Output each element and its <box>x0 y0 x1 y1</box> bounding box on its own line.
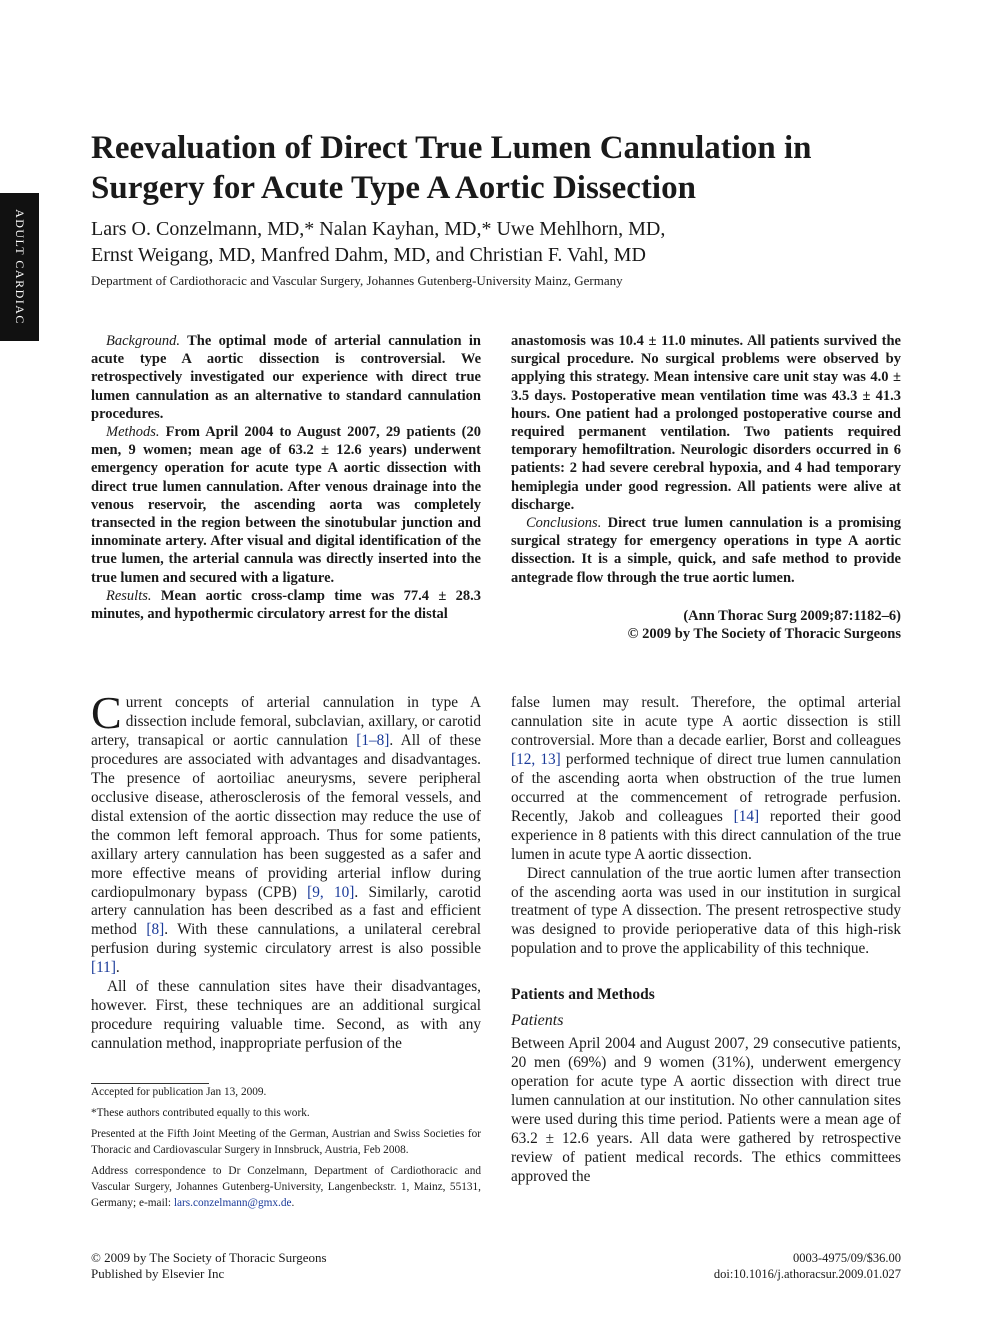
abstract-results <box>91 587 481 623</box>
intro-paragraph-2: All of these cannulation sites have their disadvantages, however. First, these techniques are an additional surgical procedure requiring valuable time. Second, as with any cannulation method, inappropriate perfusion of the <box>91 978 481 1053</box>
reference-link[interactable]: [9, 10] <box>307 883 355 901</box>
abstract-left-column <box>91 332 481 623</box>
intro-paragraph-1 <box>91 687 481 978</box>
abstract-methods <box>91 423 481 587</box>
footnote-presented: Presented at the Fifth Joint Meeting of the German, Austrian and Swiss Societies for Thoracic and Cardiovascular Surgery in Innsbruck, Austria, Feb 2008. <box>91 1128 481 1156</box>
footer-left <box>91 1250 327 1282</box>
abstract-copyright: © 2009 by The Society of Thoracic Surgeons <box>627 626 901 643</box>
footer-publisher: Published by Elsevier Inc <box>91 1266 225 1281</box>
intro-text-a: urrent concepts of arterial cannulation in type A dissection include femoral, subclavian, axillary, or carotid artery, transapical or aortic cannulation <box>91 694 481 749</box>
article-title <box>91 128 911 208</box>
citation: (Ann Thorac Surg 2009;87:1182–6) <box>683 607 901 624</box>
subsection-heading: Patients <box>511 1012 564 1030</box>
section-heading: Patients and Methods <box>511 986 655 1004</box>
email-link[interactable]: lars.conzelmann@gmx.de <box>173 1197 292 1209</box>
affiliation: Department of Cardiothoracic and Vascular Surgery, Johannes Gutenberg-University Mainz, Germany <box>91 273 623 288</box>
background-label: Background. <box>106 333 180 349</box>
intro-cont-b: performed technique of direct true lumen cannulation of the ascending aorta when obstruction of the true lumen occurred at the commencement of retrograde perfusion. Recently, Jakob and colleagues <box>511 750 901 825</box>
footer-right <box>601 1250 901 1282</box>
patients-paragraph: Between April 2004 and August 2007, 29 consecutive patients, 20 men (69%) and 9 women (31%), underwent emergency operation for acute type A aortic dissection with direct true lumen cannulation at our institution. No other cannulation sites were used during this time period. Patients were a mean age of 63.2 ± 12.6 years. All data were gathered by retrospective review of patient medical records. The ethics committees approved the <box>511 1035 901 1186</box>
title-line-1: Reevaluation of Direct True Lumen Cannulation in <box>91 130 812 166</box>
intro-cont-a: false lumen may result. Therefore, the optimal arterial cannulation site in acute type A aortic dissection is still controversial. More than a decade earlier, Borst and colleagues <box>511 694 901 749</box>
footer-doi: doi:10.1016/j.athoracsur.2009.01.027 <box>713 1267 901 1281</box>
results-label: Results. <box>106 587 152 604</box>
abstract-background <box>91 332 481 423</box>
footnotes <box>91 1084 481 1216</box>
intro-paragraph-2-continued <box>511 694 901 865</box>
abstract-conclusions <box>511 514 901 587</box>
reference-link[interactable]: [11] <box>91 959 116 977</box>
intro-text-e: . <box>115 959 120 977</box>
side-tab-label: ADULT CARDIAC <box>13 209 27 325</box>
results-text: Mean aortic cross-clamp time was 77.4 ± 28.3 minutes, and hypothermic circulatory arrest for the distal <box>91 587 481 623</box>
reference-link[interactable]: [1–8] <box>356 731 390 749</box>
intro-text-c: . Similarly, carotid artery cannulation has been described as a fast and efficient method <box>91 883 481 939</box>
abstract-results-continued: anastomosis was 10.4 ± 11.0 minutes. All patients survived the surgical procedure. No surgical problems were observed by applying this strategy. Mean intensive care unit stay was 4.0 ± 3.5 days. Postoperative mean ventilation time was 43.3 ± 41.3 hours. One patient had a prolonged postoperative course and required permanent ventilation. Two patients required temporary hemofiltration. Neurologic disorders occurred in 6 patients: 2 had severe cerebral hypoxia, and 4 had temporary hemiplegia under good regression. All patients were alive at discharge. <box>511 333 901 513</box>
reference-link[interactable]: [8] <box>146 921 165 939</box>
title-line-2: Surgery for Acute Type A Aortic Dissection <box>91 170 696 206</box>
author-list <box>91 216 911 268</box>
methods-label: Methods. <box>106 424 160 441</box>
footnote-correspondence <box>91 1163 481 1211</box>
drop-cap: C <box>91 687 122 738</box>
abstract-right-column <box>511 332 901 643</box>
footer-issn: 0003-4975/09/$36.00 <box>793 1251 901 1265</box>
footnote-accepted: Accepted for publication Jan 13, 2009. <box>91 1086 267 1098</box>
conclusions-text: Direct true lumen cannulation is a promising surgical strategy for emergency operations in type A aortic dissection. It is a simple, quick, and safe method to provide antegrade flow through the true aortic lumen. <box>511 515 902 586</box>
reference-link[interactable]: [14] <box>733 807 760 825</box>
methods-text: From April 2004 to August 2007, 29 patients (20 men, 9 women; mean age of 63.2 ± 12.6 years) underwent emergency operation for acute type A aortic dissection with direct true lumen cannulation. After venous drainage into the venous reservoir, the ascending aorta was completely transected in the region between the sinotubular junction and innominate artery. After visual and digital identification of the true lumen, the arterial cannula was directly inserted into the true lumen and secured with a ligature. <box>91 424 481 586</box>
intro-text-b: . All of these procedures are associated with advantages and disadvantages. The presence of aortoiliac aneurysms, severe peripheral occlusive disease, atherosclerosis of the femoral vessels, and distal extension of the aortic dissection may reduce the use of the common left femoral approach. Thus for some patients, axillary artery cannulation has been suggested as a safer and more effective means of providing arterial inflow during cardiopulmonary bypass (CPB) <box>91 731 481 901</box>
footer-copyright: © 2009 by The Society of Thoracic Surgeons <box>91 1250 327 1265</box>
body-left-column <box>91 687 481 1054</box>
intro-cont-c: reported their good experience in 8 patients with this direct cannulation of the true lumen in acute type A aortic dissection. <box>511 807 902 863</box>
correspondence-text: Address correspondence to Dr Conzelmann, Department of Cardiothoracic and Vascular Surgery, Johannes Gutenberg-University, Langenbeckstr. 1, Mainz, 55131, Germany; e-mail: <box>91 1165 481 1209</box>
body-right-column <box>511 694 901 1187</box>
authors-line-1: Lars O. Conzelmann, MD,* Nalan Kayhan, MD,* Uwe Mehlhorn, MD, <box>91 218 666 240</box>
footnote-equal-contribution: *These authors contributed equally to this work. <box>91 1107 310 1119</box>
correspondence-end: . <box>291 1197 295 1209</box>
conclusions-label: Conclusions. <box>526 515 602 532</box>
reference-link[interactable]: [12, 13] <box>511 750 561 768</box>
intro-paragraph-3: Direct cannulation of the true aortic lumen after transection of the ascending aorta was used in our institution in surgical treatment of type A dissection. The present retrospective study was designed to provide perioperative data of this high-risk population and to prove the applicability of this technique. <box>511 864 901 958</box>
background-text: The optimal mode of arterial cannulation in acute type A aortic dissection is controversial. We retrospectively investigated our experience with direct true lumen cannulation as an alternative to standard cannulation procedures. <box>91 333 481 422</box>
section-side-tab <box>0 193 39 341</box>
authors-line-2: Ernst Weigang, MD, Manfred Dahm, MD, and Christian F. Vahl, MD <box>91 244 646 266</box>
intro-text-d: . With these cannulations, a unilateral cerebral perfusion during systemic circulatory arrest is also possible <box>91 921 481 958</box>
